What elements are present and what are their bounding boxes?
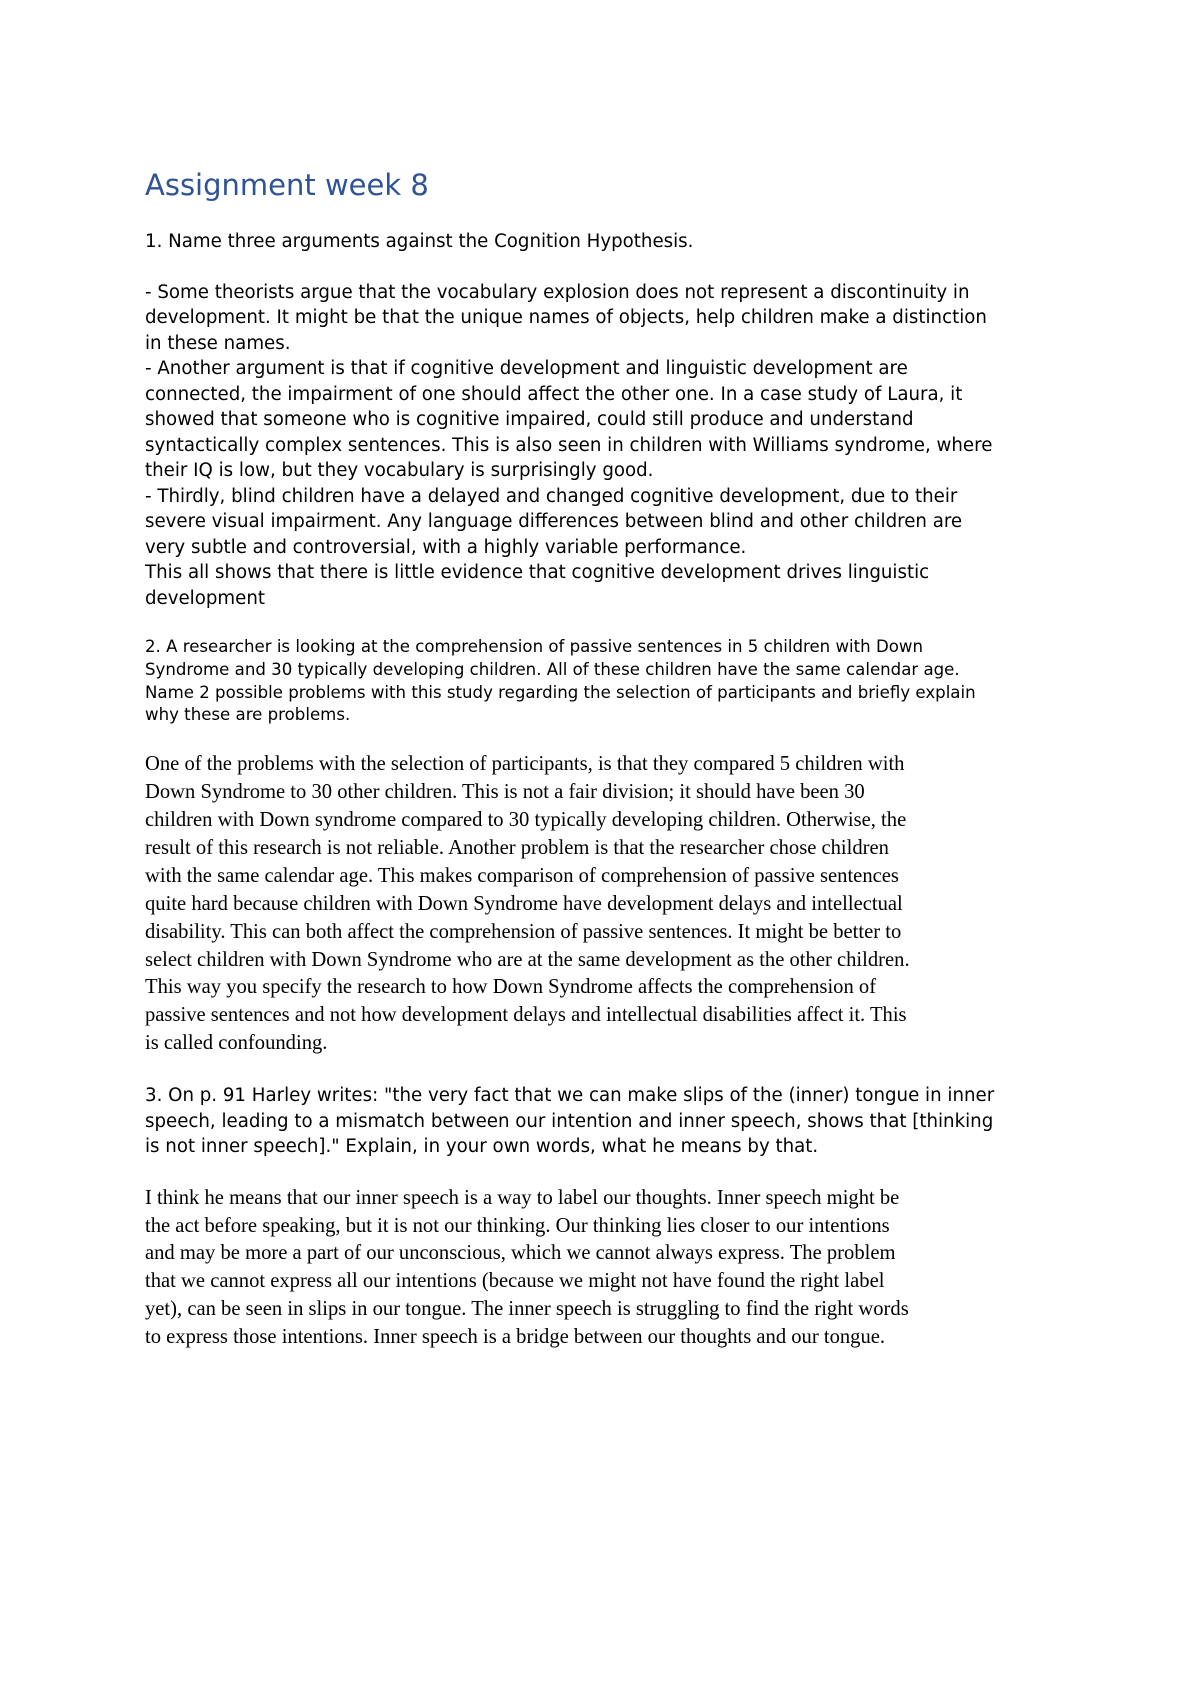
answer-3: [145, 1185, 1065, 1352]
question-2: [145, 636, 1065, 727]
question-2-line: why these are problems.: [145, 705, 351, 725]
answer-2-line: This way you specify the research to how Down Syndrome affects the comprehension of: [145, 976, 877, 999]
answer-2-line: select children with Down Syndrome who are at the same development as the other children.: [145, 948, 910, 971]
spacer: [145, 255, 1065, 280]
answer-2: [145, 751, 1065, 1058]
question-1: 1. Name three arguments against the Cognition Hypothesis.: [145, 231, 694, 252]
answer-1-line: - Some theorists argue that the vocabulary explosion does not represent a discontinuity in: [145, 281, 970, 303]
answer-3-line: yet), can be seen in slips in our tongue. The inner speech is struggling to find the right words: [145, 1298, 909, 1321]
answer-1-line: syntactically complex sentences. This is also seen in children with Williams syndrome, where: [145, 434, 993, 456]
question-2-line: Syndrome and 30 typically developing children. All of these children have the same calendar age.: [145, 659, 960, 679]
question-2-line: Name 2 possible problems with this study regarding the selection of participants and briefly explain: [145, 682, 976, 702]
answer-3-line: the act before speaking, but it is not our thinking. Our thinking lies closer to our intentions: [145, 1214, 890, 1237]
answer-1-line: very subtle and controversial, with a highly variable performance.: [145, 536, 747, 558]
answer-1-line: - Thirdly, blind children have a delayed and changed cognitive development, due to their: [145, 485, 958, 507]
answer-2-line: One of the problems with the selection of participants, is that they compared 5 children with: [145, 753, 905, 776]
answer-2-line: result of this research is not reliable. Another problem is that the researcher chose children: [145, 836, 889, 859]
question-3: [145, 1083, 1065, 1160]
answer-1: [145, 280, 1065, 612]
question-3-line: 3. On p. 91 Harley writes: "the very fact that we can make slips of the (inner) tongue in inner: [145, 1085, 995, 1107]
answer-3-line: to express those intentions. Inner speech is a bridge between our thoughts and our tongue.: [145, 1326, 886, 1349]
answer-2-line: Down Syndrome to 30 other children. This is not a fair division; it should have been 30: [145, 781, 865, 804]
spacer: [145, 727, 1065, 751]
answer-1-line: development: [145, 587, 265, 609]
answer-1-line: development. It might be that the unique names of objects, help children make a distinction: [145, 307, 987, 328]
answer-3-line: and may be more a part of our unconscious, which we cannot always express. The problem: [145, 1242, 896, 1265]
spacer: [145, 1058, 1065, 1083]
answer-1-line: This all shows that there is little evidence that cognitive development drives linguistic: [145, 562, 930, 583]
answer-3-line: that we cannot express all our intentions (because we might not have found the right label: [145, 1270, 885, 1293]
answer-2-line: with the same calendar age. This makes comparison of comprehension of passive sentences: [145, 864, 899, 887]
document-page: [145, 165, 1065, 1352]
answer-3-line: I think he means that our inner speech is a way to label our thoughts. Inner speech might be: [145, 1186, 900, 1209]
answer-1-line: their IQ is low, but they vocabulary is surprisingly good.: [145, 460, 654, 481]
answer-1-line: connected, the impairment of one should affect the other one. In a case study of Laura, it: [145, 383, 963, 405]
answer-2-line: children with Down syndrome compared to 30 typically developing children. Otherwise, the: [145, 809, 907, 831]
answer-1-line: showed that someone who is cognitive impaired, could still produce and understand: [145, 409, 914, 430]
spacer: [145, 1160, 1065, 1185]
answer-2-line: passive sentences and not how development delays and intellectual disabilities affect it. This: [145, 1004, 907, 1027]
answer-1-line: severe visual impairment. Any language differences between blind and other children are: [145, 511, 963, 532]
question-3-line: is not inner speech]." Explain, in your own words, what he means by that.: [145, 1136, 819, 1158]
question-3-line: speech, leading to a mismatch between our intention and inner speech, shows that [thinking: [145, 1110, 994, 1132]
question-2-line: 2. A researcher is looking at the comprehension of passive sentences in 5 children with Down: [145, 637, 923, 656]
answer-2-line: disability. This can both affect the comprehension of passive sentences. It might be better to: [145, 920, 902, 943]
page-title: Assignment week 8: [145, 168, 429, 202]
spacer: [145, 611, 1065, 636]
answer-1-line: - Another argument is that if cognitive development and linguistic development are: [145, 358, 908, 379]
answer-2-line: quite hard because children with Down Syndrome have development delays and intellectual: [145, 892, 903, 915]
answer-2-line: is called confounding.: [145, 1032, 328, 1055]
answer-1-line: in these names.: [145, 332, 291, 354]
